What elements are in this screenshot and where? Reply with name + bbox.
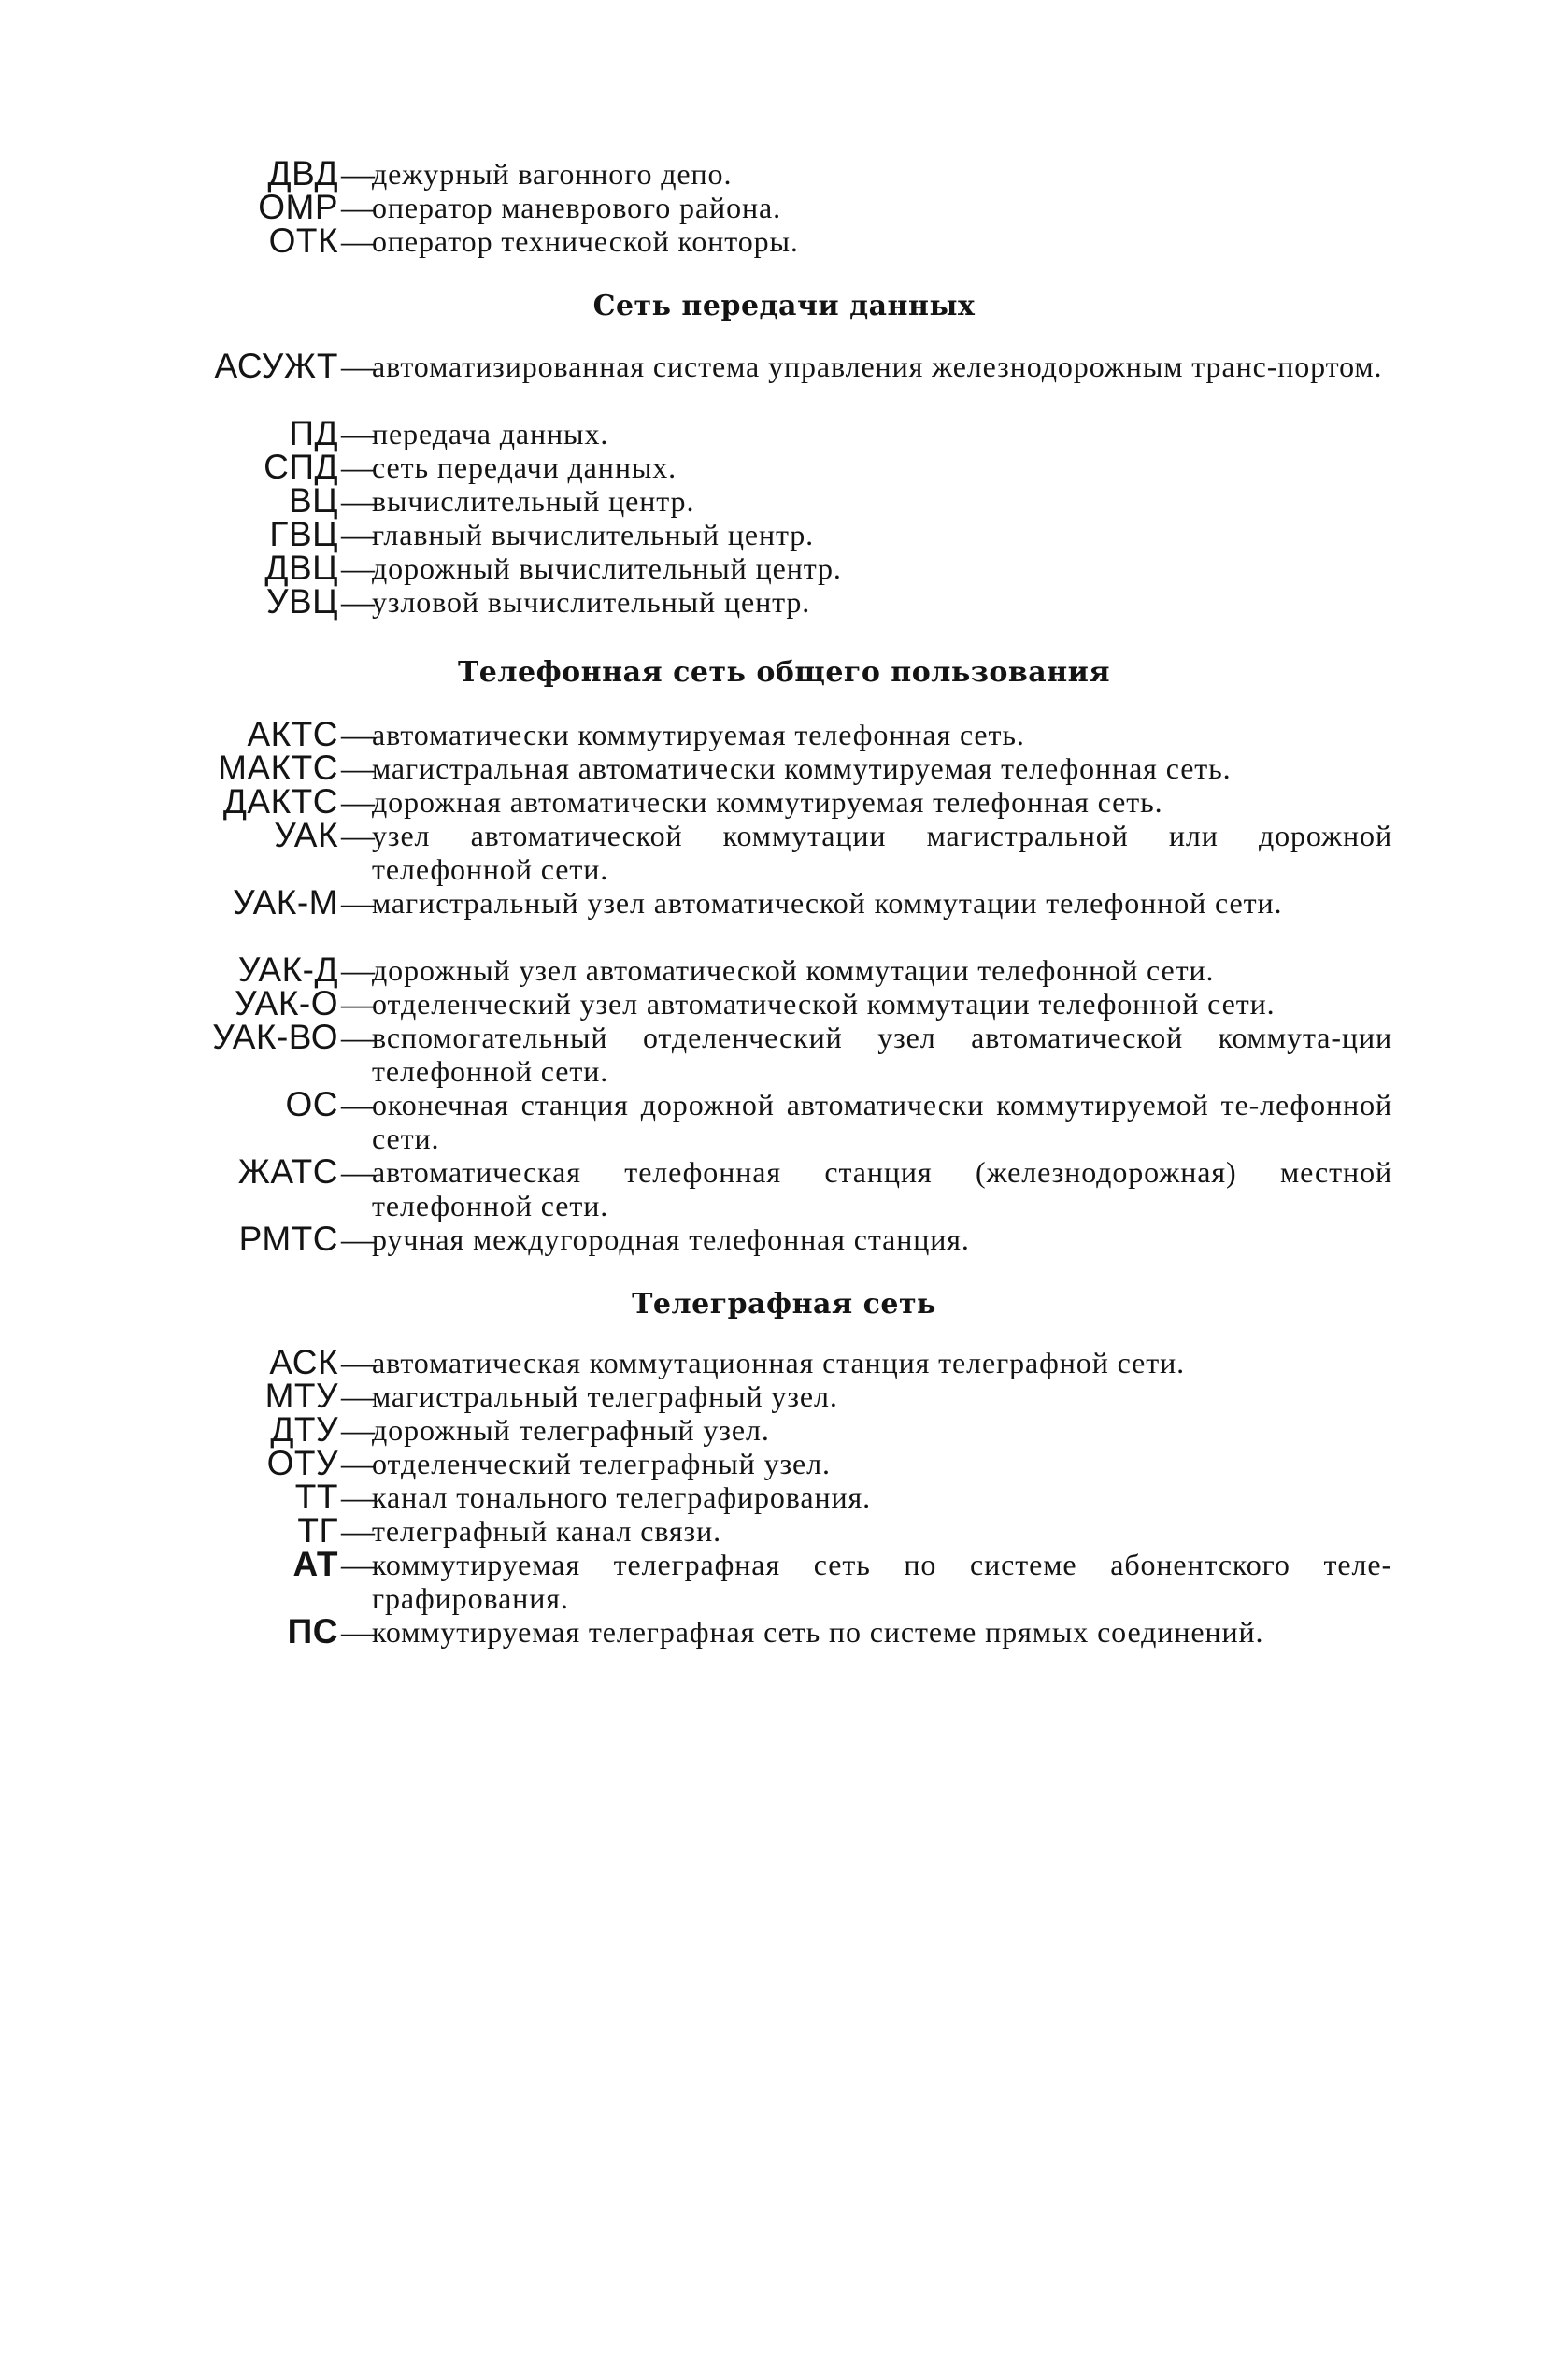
entry-definition: автоматическая коммутационная станция телеграфной сети. [372,1346,1186,1379]
entry-abbreviation: УАК-М [233,883,338,922]
entry-abbreviation: ДВЦ [264,549,338,587]
entry-definition: отделенческий узел автоматической коммутации телефонной сети. [372,987,1276,1021]
entry-definition: узел автоматической коммутации магистральной или дорожной телефонной сети. [372,819,1392,886]
entry-dash: — [341,482,375,520]
entry-definition: вспомогательный отделенческий узел автоматической коммута-ции телефонной сети. [372,1021,1392,1088]
entry-dash: — [341,1613,375,1650]
entry-dash: — [341,783,375,821]
entry-abbreviation: МАКТС [218,749,338,787]
entry-dash: — [341,550,375,587]
entry-dash: — [341,716,375,753]
entry-abbreviation: УВЦ [265,582,338,621]
entry-definition: оконечная станция дорожной автоматически коммутируемой те-лефонной сети. [372,1088,1392,1155]
entry-abbreviation: УАК [274,816,338,854]
entry-abbreviation: РМТС [238,1220,338,1258]
entry-definition: передача данных. [372,417,609,450]
section-title: Сеть передачи данных [592,290,976,322]
entry-definition: магистральная автоматически коммутируемая телефонная сеть. [372,751,1232,785]
entry-abbreviation: ДТУ [270,1410,338,1449]
entry-dash: — [341,1344,375,1381]
entry-abbreviation: МТУ [264,1377,338,1415]
entry-dash: — [341,415,375,452]
entry-definition: магистральный телеграфный узел. [372,1379,838,1413]
entry-dash: — [341,1512,375,1550]
entry-dash: — [341,750,375,787]
entry-abbreviation: ТГ [297,1511,338,1550]
entry-dash: — [341,348,375,385]
entry-abbreviation: АСУЖТ [214,347,338,385]
entry-dash: — [341,1378,375,1415]
entry-definition: телеграфный канал связи. [372,1514,721,1548]
entry-dash: — [341,951,375,989]
entry-abbreviation: ОМР [258,188,338,226]
entry-dash: — [341,1019,375,1056]
entry-definition: коммутируемая телеграфная сеть по системе абонентского теле-графирования. [372,1548,1392,1615]
entry-definition: отделенческий телеграфный узел. [372,1447,831,1480]
entry-dash: — [341,1153,375,1191]
entry-definition: сеть передачи данных. [372,450,677,484]
entry-abbreviation: УАК-Д [237,950,338,989]
entry-definition: коммутируемая телеграфная сеть по системе прямых соединений. [372,1615,1264,1649]
entry-abbreviation: ДВД [267,154,338,193]
entry-dash: — [341,1411,375,1449]
entry-definition: узловой вычислительный центр. [372,585,811,619]
entry-abbreviation: ПС [287,1612,338,1650]
entry-dash: — [341,1221,375,1258]
entry-abbreviation: АКТС [247,715,338,753]
entry-dash: — [341,449,375,486]
entry-definition: канал тонального телеграфирования. [372,1480,872,1514]
entry-dash: — [341,1445,375,1482]
entry-abbreviation: ПД [289,414,338,452]
entry-abbreviation: ДАКТС [222,782,338,821]
entry-definition: дорожная автоматически коммутируемая телефонная сеть. [372,785,1163,819]
entry-dash: — [341,516,375,553]
entry-dash: — [341,1086,375,1123]
entry-definition: дежурный вагонного депо. [372,157,733,191]
entry-definition: дорожный телеграфный узел. [372,1413,770,1447]
entry-abbreviation: УАК-ВО [212,1018,338,1056]
entry-definition: главный вычислительный центр. [372,518,815,551]
entry-abbreviation: ВЦ [288,481,338,520]
entry-dash: — [341,1479,375,1516]
entry-abbreviation: АТ [292,1545,338,1583]
entry-dash: — [341,884,375,922]
entry-definition: дорожный вычислительный центр. [372,551,842,585]
entry-dash: — [341,817,375,854]
entry-definition: автоматическая телефонная станция (железнодорожная) местной телефонной сети. [372,1155,1392,1222]
entry-definition: автоматически коммутируемая телефонная сеть. [372,718,1025,751]
entry-definition: магистральный узел автоматической коммутации телефонной сети. [372,886,1283,920]
section-title: Телефонная сеть общего пользования [457,656,1111,689]
entry-dash: — [341,583,375,621]
entry-definition: дорожный узел автоматической коммутации телефонной сети. [372,953,1215,987]
entry-definition: вычислительный центр. [372,484,695,518]
entry-definition: оператор маневрового района. [372,191,782,224]
section-title: Телеграфная сеть [632,1288,936,1321]
entry-definition: ручная междугородная телефонная станция. [372,1222,970,1256]
entry-definition: автоматизированная система управления железнодорожным транс-портом. [372,350,1383,383]
entry-dash: — [341,222,375,260]
entry-abbreviation: ОТУ [266,1444,338,1482]
entry-abbreviation: УАК-О [235,984,338,1022]
entry-definition: оператор технической конторы. [372,224,799,258]
entry-abbreviation: ЖАТС [237,1152,338,1191]
entry-dash: — [341,1546,375,1583]
entry-dash: — [341,155,375,193]
entry-abbreviation: АСК [269,1343,338,1381]
entry-dash: — [341,985,375,1022]
entry-abbreviation: ГВЦ [269,515,338,553]
entry-dash: — [341,189,375,226]
entry-abbreviation: СПД [264,448,338,486]
entry-abbreviation: ТТ [294,1478,338,1516]
entry-abbreviation: ОС [285,1085,338,1123]
entry-abbreviation: ОТК [268,221,338,260]
